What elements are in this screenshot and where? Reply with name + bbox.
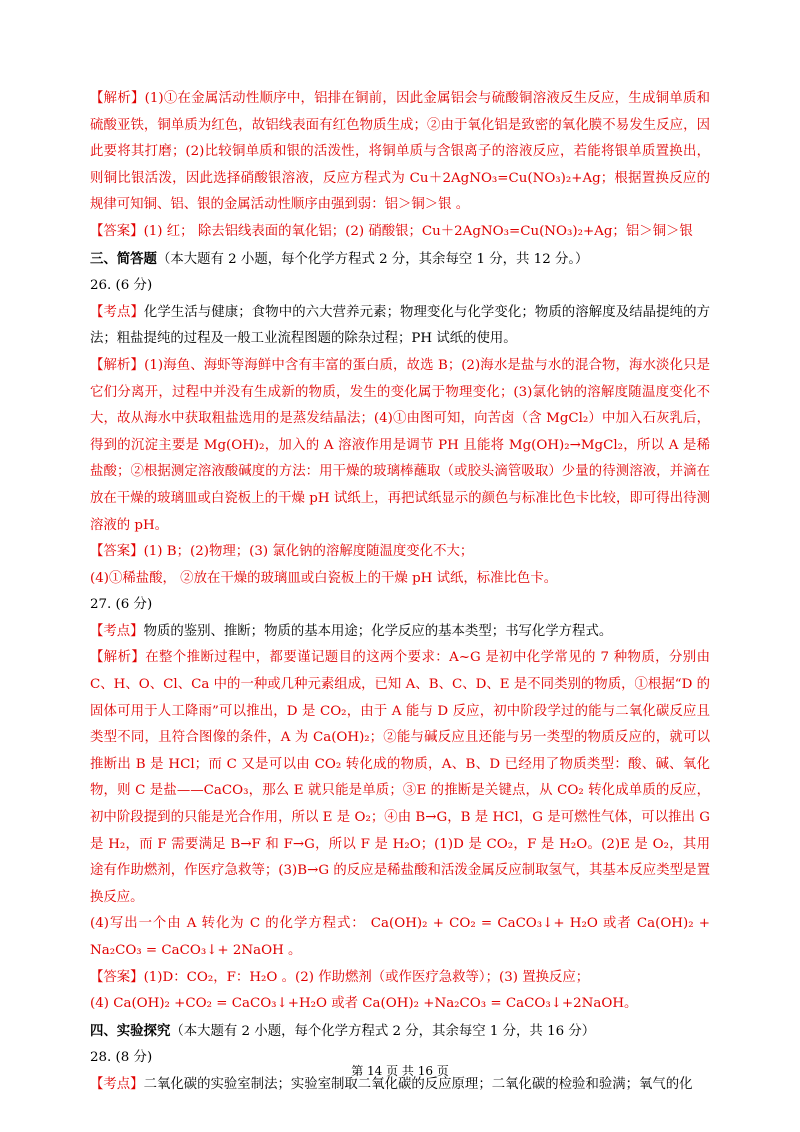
q26-answer bbox=[90, 539, 710, 566]
answer-tag: 【答案】 bbox=[90, 223, 144, 239]
q26-kaodian bbox=[90, 300, 710, 353]
kaodian-tag: 【考点】 bbox=[90, 623, 144, 639]
q27-answer-line2: (4) Ca(OH)₂ +CO₂ = CaCO₃↓+H₂O 或者 Ca(OH)₂ +Na₂CO₃ = CaCO₃↓+2NaOH。 bbox=[90, 996, 638, 1012]
kaodian-tag: 【考点】 bbox=[90, 304, 144, 320]
section-note: （本大题有 2 小题，每个化学方程式 2 分，其余每空 1 分，共 12 分。） bbox=[156, 251, 589, 267]
answer-text: (1)D：CO₂，F：H₂O 。(2) 作助燃剂（或作医疗急救等）；(3) 置换反应； bbox=[143, 969, 590, 985]
q26-number: 26. (6 分) bbox=[90, 278, 153, 294]
kaodian-tag: 【考点】 bbox=[90, 1076, 144, 1092]
q27-number: 27. (6 分) bbox=[90, 597, 153, 613]
kaodian-text: 物质的鉴别、推断；物质的基本用途；化学反应的基本类型；书写化学方程式。 bbox=[143, 623, 613, 639]
page-footer: 第 14 页 共 16 页 bbox=[351, 1064, 449, 1078]
q28-number: 28. (8 分) bbox=[90, 1050, 153, 1066]
answer-text: (1) B；(2)物理；(3) 氯化钠的溶解度随温度变化不大； bbox=[143, 544, 474, 560]
analysis-tag: 【解析】 bbox=[90, 357, 145, 373]
answer-tag: 【答案】 bbox=[90, 544, 144, 560]
answer-text: (1) 红； 除去铝线表面的氧化铝；(2) 硝酸银；Cu＋2AgNO₃=Cu(NO₃)₂+Ag；铝＞铜＞银 bbox=[143, 223, 693, 239]
q27-answer bbox=[90, 965, 710, 992]
q25-analysis bbox=[90, 86, 710, 219]
section-3-heading bbox=[90, 246, 710, 274]
page-content bbox=[90, 86, 710, 1099]
answer-tag: 【答案】 bbox=[90, 969, 144, 985]
analysis-tag: 【解析】 bbox=[90, 91, 145, 106]
section-title: 四、实验探究 bbox=[90, 1022, 171, 1039]
q26-answer-line2: (4)①稀盐酸， ②放在干燥的玻璃皿或白瓷板上的干燥 pH 试纸，标准比色卡。 bbox=[90, 570, 558, 586]
analysis-text: (1)海鱼、海虾等海鲜中含有丰富的蛋白质，故选 B；(2)海水是盐与水的混合物，海水淡化只是它们分离开，过程中并没有生成新的物质，发生的变化属于物理变化；(3)氯化钠的溶解度随温度变化不大，故从海水中获取粗盐选用的是蒸发结晶法；(4)①由图可知，向苦卤（含 MgCl₂）中加入石灰乳后，得到的沉淀主要是 Mg(OH)₂，加入的 A 溶液作用是调节 PH 且能将 Mg(OH)₂→MgCl₂，所以 A 是稀盐酸；②根据测定溶液酸碱度的方法：用干燥的玻璃棒蘸取（或胶头滴管吸取）少量的待测溶液，并滴在放在干燥的玻璃皿或白瓷板上的干燥 pH 试纸上，再把试纸显示的颜色与标准比色卡比较，即可得出待测溶液的 pH。 bbox=[90, 357, 711, 533]
section-title: 三、简答题 bbox=[90, 250, 157, 267]
kaodian-text: 二氧化碳的实验室制法；实验室制取二氧化碳的反应原理；二氧化碳的检验和验满；氧气的化 bbox=[143, 1076, 693, 1092]
section-note: （本大题有 2 小题，每个化学方程式 2 分，其余每空 1 分，共 16 分） bbox=[170, 1023, 596, 1039]
analysis-text: (1)①在金属活动性顺序中，铝排在铜前，因此金属铝会与硫酸铜溶液反生反应，生成铜单质和硫酸亚铁，铜单质为红色，故铝线表面有红色物质生成；②由于氧化铝是致密的氧化膜不易发生反应，因此要将其打磨；(2)比较铜单质和银的活泼性，将铜单质与含银离子的溶液反应，若能将银单质置换出，则铜比银活泼，因此选择硝酸银溶液，反应方程式为 Cu＋2AgNO₃=Cu(NO₃)₂+Ag；根据置换反应的规律可知铜、铝、银的金属活动性顺序由强到弱：铝＞铜＞银 。 bbox=[90, 91, 710, 213]
q27-analysis bbox=[90, 645, 710, 911]
kaodian-text: 化学生活与健康；食物中的六大营养元素；物理变化与化学变化；物质的溶解度及结晶提纯的方法；粗盐提纯的过程及一般工业流程图题的除杂过程；PH 试纸的使用。 bbox=[90, 304, 710, 347]
analysis-text: 在整个推断过程中，都要谨记题目的这两个要求：A~G 是初中化学常见的 7 种物质，分别由 C、H、O、Cl、Ca 中的一种或几种元素组成，已知 A、B、C、D、E 是不同类别的物质，①根据“D 的固体可用于人工降雨”可以推出，D 是 CO₂，由于 A 能与 D 反应，初中阶段学过的能与二氧化碳反应且类型不同，且符合图像的条件，A 为 Ca(OH)₂；②能与碱反应且还能与另一类型的物质反应的，就可以推断出 B 是 HCl；而 C 又是可以由 CO₂ 转化成的物质，A、B、D 已经用了物质类型：酸、碱、氧化物，则 C 是盐——CaCO₃，那么 E 就只能是单质；③E 的推断是关键点，从 CO₂ 转化成单质的反应，初中阶段提到的只能是光合作用，所以 E 是 O₂；④由 B→G，B 是 HCl，G 是可燃性气体，可以推出 G 是 H₂，而 F 需要满足 B→F 和 F→G，所以 F 是 H₂O；(1)D 是 CO₂，F 是 H₂O。(2)E 是 O₂，其用途有作助燃剂，作医疗急救等；(3)B→G 的反应是稀盐酸和活泼金属反应制取氢气，其基本反应类型是置换反应。 bbox=[90, 650, 711, 905]
analysis-tag: 【解析】 bbox=[90, 650, 146, 666]
section-4-heading bbox=[90, 1018, 710, 1046]
q25-answer bbox=[90, 219, 710, 246]
q26-analysis bbox=[90, 353, 710, 539]
q27-analysis-line2: (4)写出一个由 A 转化为 C 的化学方程式： Ca(OH)₂ + CO₂ = CaCO₃↓+ H₂O 或者 Ca(OH)₂ + Na₂CO₃ = CaCO₃↓+ 2NaOH 。 bbox=[90, 916, 710, 958]
q27-kaodian bbox=[90, 619, 710, 646]
